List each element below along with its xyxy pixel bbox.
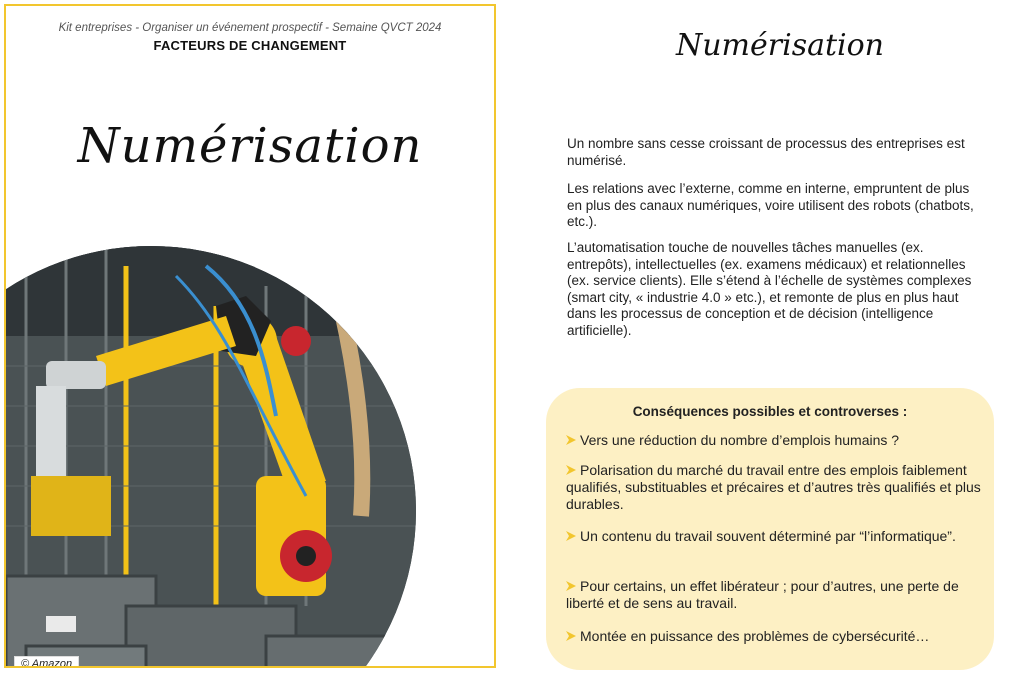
paragraph-3: L’automatisation touche de nouvelles tâches manuelles (ex. entrepôts), intellectuelles (ex. examens médicaux) et relationnelles (ex. service clients). Elle s’étend à l’échelle de systèmes complexes (smart city, « industrie 4.0 » etc.), et remonte de plus en plus haut dans les processus de conception et de décision (intelligence artificielle). xyxy=(567,240,972,338)
list-item: Polarisation du marché du travail entre des emplois faiblement qualifiés, substituables et précaires et d’autres très qualifiés et plus durables. xyxy=(566,462,981,512)
robot-arm-photo xyxy=(4,246,416,668)
consequences-title: Conséquences possibles et controverses : xyxy=(632,404,908,419)
photo-credit: © Amazon xyxy=(14,656,79,668)
yellow-arrow-icon xyxy=(566,465,576,475)
robot-arm-illustration xyxy=(6,246,416,668)
yellow-arrow-icon xyxy=(566,435,576,445)
paragraph-2: Les relations avec l’externe, comme en interne, empruntent de plus en plus des canaux numériques, voire utilisent des robots (chatbots, etc.). xyxy=(567,181,974,229)
list-item: Montée en puissance des problèmes de cybersécurité… xyxy=(566,628,981,645)
yellow-arrow-icon xyxy=(566,531,576,541)
yellow-arrow-icon xyxy=(566,631,576,641)
page-title: Numérisation xyxy=(675,28,885,63)
paragraph-1: Un nombre sans cesse croissant de processus des entreprises est numérisé. xyxy=(567,136,965,168)
cover-title: Numérisation xyxy=(77,118,423,174)
kit-subtitle: Kit entreprises - Organiser un événement prospectif - Semaine QVCT 2024 xyxy=(58,22,442,34)
list-item: Vers une réduction du nombre d’emplois humains ? xyxy=(566,432,981,449)
section-heading: FACTEURS DE CHANGEMENT xyxy=(153,38,347,53)
cover-card xyxy=(4,4,496,668)
list-item: Pour certains, un effet libérateur ; pour d’autres, une perte de liberté et de sens au travail. xyxy=(566,578,959,611)
consequences-box xyxy=(546,388,994,670)
list-item: Un contenu du travail souvent déterminé par “l’informatique”. xyxy=(566,528,981,545)
yellow-arrow-icon xyxy=(566,581,576,591)
